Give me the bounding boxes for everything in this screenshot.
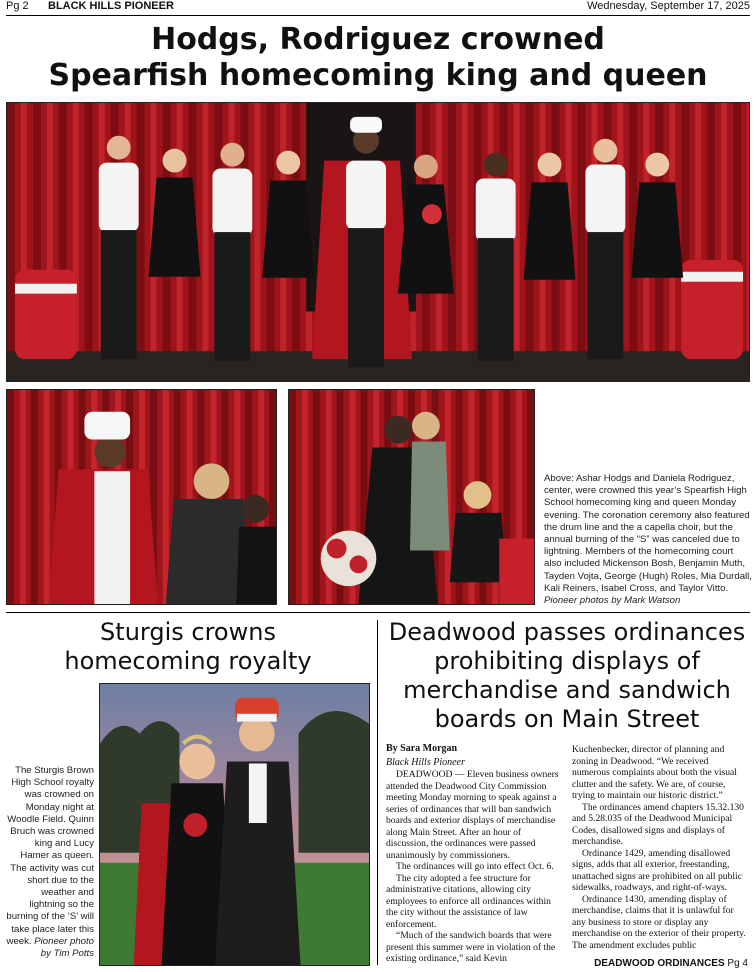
jump-page: Pg 4: [727, 958, 748, 969]
spearfish-caption-text: Above: Ashar Hodgs and Daniela Rodriguez, center, were crowned this year’s Spearfish High School homecoming king and queen Monday evening. The coronation ceremony also featured the drum line and the a capella choir, but the annual burning of the “S” was canceled due to lightning. Members of the homecoming court also included Mickenson Bosh, Benjamin Muth, Tayden Vojta, George (Hugh) Roles, Mia Durdall, Kali Reiners, Isabel Cross, and Taylor Vitto.: [544, 473, 752, 594]
column-rule: [377, 620, 378, 965]
newspaper-name: BLACK HILLS PIONEER: [48, 0, 174, 12]
king-crowning-photo: [6, 389, 277, 605]
sturgis-headline: [20, 618, 356, 676]
article-paragraph: “Much of the sandwich boards that were present this summer were in violation of the existing ordinance,” said Kevin: [386, 930, 556, 964]
court-group-photo: [6, 102, 750, 382]
article-paragraph: DEADWOOD — Eleven business owners attended the Deadwood City Commission meeting Monday morning to speak against a series of ordinances that will ban sandwich boards and exterior displays of merchandise along Main Street. After an hour of discussion, the ordinances were passed unanimously by commissioners.: [386, 769, 559, 861]
jump-label: DEADWOOD ORDINANCES: [594, 958, 725, 969]
article-column-1: [386, 769, 562, 965]
article-paragraph: The ordinances amend chapters 15.32.130 and 5.28.035 of the Deadwood Municipal Codes, disallowed signs and displays of merchandise.: [572, 801, 744, 847]
page-number: Pg 2: [6, 0, 29, 12]
byline: By Sara Morgan: [386, 743, 458, 754]
deadwood-headline: [383, 618, 751, 734]
main-headline-line2: Spearfish homecoming king and queen: [48, 58, 708, 93]
sturgis-caption: [6, 765, 94, 960]
deadwood-headline-line2: prohibiting displays of: [434, 647, 700, 675]
byline-affiliation: Black Hills Pioneer: [386, 757, 465, 768]
sturgis-royalty-photo: [99, 683, 370, 966]
sturgis-caption-text: The Sturgis Brown High School royalty was crowned on Monday night at Woodle Field. Quinn Bruch was crowned king and Lucy Hamer as queen. The activity was cut short due to the weather and lightning so the burning of the ‘S’ will take place later this week.: [6, 765, 94, 947]
page-header: [6, 0, 750, 14]
jump-reference[interactable]: [594, 958, 748, 969]
article-paragraph: Kuchenbecker, director of planning and zoning in Deadwood. “We received numerous complaints about both the visual clutter and the safety. We are, of course, trying to maintain our historic district.”: [572, 744, 737, 801]
main-headline: [10, 22, 746, 94]
queen-crowning-photo: [288, 389, 535, 605]
deadwood-headline-line4: boards on Main Street: [434, 705, 700, 733]
article-paragraph: Ordinance 1430, amending display of merchandise, claims that it is unlawful for any business to store or display any merchandise on the exterior of their property. The amendment excludes public: [572, 893, 746, 951]
spearfish-photo-credit: Pioneer photos by Mark Watson: [544, 595, 681, 607]
issue-date: Wednesday, September 17, 2025: [587, 0, 750, 12]
header-rule: [6, 15, 750, 16]
spearfish-caption: [544, 473, 752, 607]
sturgis-photo-credit: Pioneer photo by Tim Potts: [34, 935, 94, 960]
sturgis-headline-line1: Sturgis crowns: [100, 618, 276, 646]
article-paragraph: Ordinance 1429, amending disallowed signs, adds that all exterior, freestanding, unattached signs are prohibited on all public sidewalks, roadways, and right-of-ways.: [572, 847, 742, 893]
article-column-2: [572, 744, 748, 951]
deadwood-headline-line3: merchandise and sandwich: [403, 676, 731, 704]
article-paragraph: The city adopted a fee structure for administrative citations, allowing city employees to enforce all ordinances within the city without the assistance of law enforcement.: [386, 872, 551, 930]
deadwood-headline-line1: Deadwood passes ordinances: [388, 618, 746, 646]
section-rule: [6, 612, 750, 613]
sturgis-headline-line2: homecoming royalty: [64, 647, 312, 675]
main-headline-line1: Hodgs, Rodriguez crowned: [151, 22, 605, 57]
article-paragraph: The ordinances will go into effect Oct. 6.: [396, 861, 554, 872]
